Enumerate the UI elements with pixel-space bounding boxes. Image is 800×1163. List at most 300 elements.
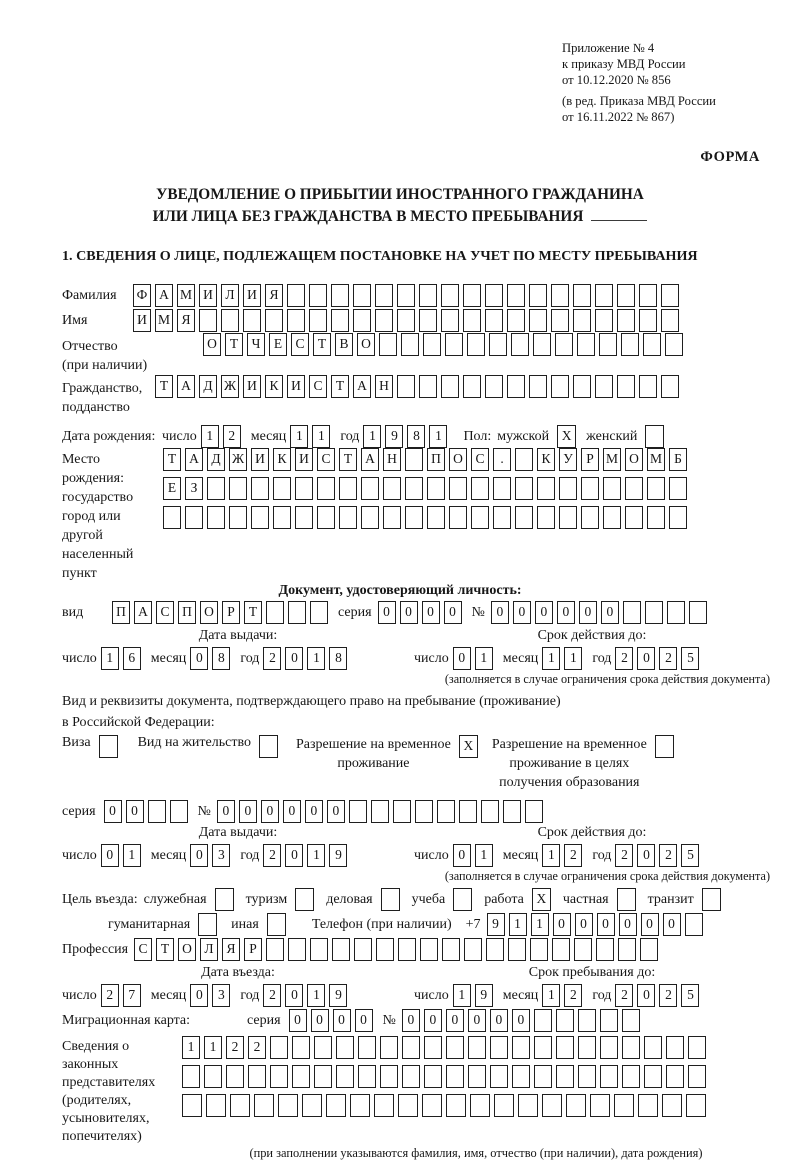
char-cell[interactable] [402, 1036, 420, 1059]
char-cell[interactable] [295, 506, 313, 529]
char-cell[interactable] [424, 1065, 442, 1088]
char-cell[interactable] [287, 309, 305, 332]
date-cell[interactable]: 2 [564, 984, 582, 1007]
date-cell[interactable]: 1 [363, 425, 381, 448]
char-cell[interactable]: 0 [311, 1009, 329, 1032]
char-cell[interactable]: Т [331, 375, 349, 398]
char-cell[interactable]: Д [207, 448, 225, 471]
char-cell[interactable] [309, 284, 327, 307]
char-cell[interactable] [512, 1036, 530, 1059]
char-cell[interactable] [525, 800, 543, 823]
char-cell[interactable]: С [156, 601, 174, 624]
char-cell[interactable] [555, 333, 573, 356]
char-cell[interactable] [353, 284, 371, 307]
char-cell[interactable] [375, 309, 393, 332]
char-cell[interactable] [463, 284, 481, 307]
char-cell[interactable] [402, 1065, 420, 1088]
char-cell[interactable]: Т [163, 448, 181, 471]
char-cell[interactable]: Ж [229, 448, 247, 471]
char-cell[interactable] [529, 309, 547, 332]
char-cell[interactable] [556, 1065, 574, 1088]
char-cell[interactable] [686, 1094, 706, 1117]
char-cell[interactable] [332, 938, 350, 961]
char-cell[interactable] [622, 1036, 640, 1059]
char-cell[interactable] [490, 1065, 508, 1088]
char-cell[interactable] [595, 309, 613, 332]
char-cell[interactable] [331, 309, 349, 332]
char-cell[interactable] [170, 800, 188, 823]
date-cell[interactable]: 0 [637, 984, 655, 1007]
char-cell[interactable] [445, 333, 463, 356]
char-cell[interactable]: 0 [400, 601, 418, 624]
char-cell[interactable]: И [243, 284, 261, 307]
char-cell[interactable] [507, 284, 525, 307]
char-cell[interactable] [559, 477, 577, 500]
char-cell[interactable] [639, 375, 657, 398]
char-cell[interactable]: Я [265, 284, 283, 307]
char-cell[interactable] [622, 1009, 640, 1032]
char-cell[interactable] [459, 800, 477, 823]
char-cell[interactable] [405, 506, 423, 529]
char-cell[interactable] [573, 309, 591, 332]
char-cell[interactable]: А [155, 284, 173, 307]
char-cell[interactable] [302, 1094, 322, 1117]
char-cell[interactable] [578, 1009, 596, 1032]
char-cell[interactable] [533, 333, 551, 356]
char-cell[interactable]: П [427, 448, 445, 471]
char-cell[interactable] [617, 284, 635, 307]
char-cell[interactable]: С [291, 333, 309, 356]
char-cell[interactable]: 1 [182, 1036, 200, 1059]
char-cell[interactable] [600, 1009, 618, 1032]
purpose-official-checkbox[interactable] [215, 888, 234, 911]
char-cell[interactable]: 0 [444, 601, 462, 624]
char-cell[interactable]: 0 [104, 800, 122, 823]
char-cell[interactable] [401, 333, 419, 356]
char-cell[interactable] [251, 477, 269, 500]
char-cell[interactable]: Т [155, 375, 173, 398]
char-cell[interactable] [688, 1036, 706, 1059]
char-cell[interactable] [617, 309, 635, 332]
date-cell[interactable]: 1 [542, 984, 560, 1007]
char-cell[interactable] [625, 506, 643, 529]
char-cell[interactable] [529, 284, 547, 307]
char-cell[interactable] [398, 1094, 418, 1117]
char-cell[interactable] [614, 1094, 634, 1117]
purpose-study-checkbox[interactable] [453, 888, 472, 911]
char-cell[interactable] [464, 938, 482, 961]
date-cell[interactable]: 1 [307, 844, 325, 867]
char-cell[interactable] [422, 1094, 442, 1117]
char-cell[interactable]: 9 [487, 913, 505, 936]
char-cell[interactable] [314, 1036, 332, 1059]
char-cell[interactable]: Р [222, 601, 240, 624]
char-cell[interactable] [507, 375, 525, 398]
char-cell[interactable]: 0 [283, 800, 301, 823]
char-cell[interactable] [595, 375, 613, 398]
date-cell[interactable]: 7 [123, 984, 141, 1007]
char-cell[interactable] [573, 375, 591, 398]
date-cell[interactable]: 1 [312, 425, 330, 448]
char-cell[interactable] [578, 1065, 596, 1088]
char-cell[interactable] [515, 448, 533, 471]
char-cell[interactable] [603, 477, 621, 500]
char-cell[interactable] [309, 309, 327, 332]
char-cell[interactable] [645, 601, 663, 624]
char-cell[interactable] [229, 477, 247, 500]
char-cell[interactable] [441, 375, 459, 398]
char-cell[interactable] [559, 506, 577, 529]
date-cell[interactable]: 2 [101, 984, 119, 1007]
char-cell[interactable]: Б [669, 448, 687, 471]
char-cell[interactable] [468, 1065, 486, 1088]
char-cell[interactable] [490, 1036, 508, 1059]
char-cell[interactable]: П [178, 601, 196, 624]
char-cell[interactable]: 0 [490, 1009, 508, 1032]
char-cell[interactable] [383, 477, 401, 500]
date-cell[interactable]: 8 [212, 647, 230, 670]
char-cell[interactable]: К [273, 448, 291, 471]
purpose-transit-checkbox[interactable] [702, 888, 721, 911]
char-cell[interactable] [486, 938, 504, 961]
char-cell[interactable] [331, 284, 349, 307]
char-cell[interactable]: 0 [217, 800, 235, 823]
char-cell[interactable] [358, 1065, 376, 1088]
char-cell[interactable] [383, 506, 401, 529]
char-cell[interactable] [643, 333, 661, 356]
char-cell[interactable] [566, 1094, 586, 1117]
date-cell[interactable]: 6 [123, 647, 141, 670]
char-cell[interactable] [485, 309, 503, 332]
char-cell[interactable]: О [200, 601, 218, 624]
char-cell[interactable] [623, 601, 641, 624]
char-cell[interactable]: 2 [226, 1036, 244, 1059]
char-cell[interactable] [393, 800, 411, 823]
char-cell[interactable]: 0 [305, 800, 323, 823]
char-cell[interactable] [441, 309, 459, 332]
date-cell[interactable]: 2 [615, 844, 633, 867]
char-cell[interactable]: 0 [491, 601, 509, 624]
char-cell[interactable]: Я [177, 309, 195, 332]
char-cell[interactable] [600, 1036, 618, 1059]
date-cell[interactable]: 0 [637, 647, 655, 670]
char-cell[interactable]: И [243, 375, 261, 398]
char-cell[interactable] [463, 309, 481, 332]
char-cell[interactable]: Т [225, 333, 243, 356]
char-cell[interactable] [292, 1065, 310, 1088]
char-cell[interactable] [442, 938, 460, 961]
date-cell[interactable]: 1 [101, 647, 119, 670]
char-cell[interactable] [310, 938, 328, 961]
char-cell[interactable]: Л [221, 284, 239, 307]
char-cell[interactable] [625, 477, 643, 500]
char-cell[interactable]: Р [244, 938, 262, 961]
date-cell[interactable]: 2 [263, 844, 281, 867]
date-cell[interactable]: 9 [385, 425, 403, 448]
char-cell[interactable] [665, 333, 683, 356]
char-cell[interactable] [397, 375, 415, 398]
date-cell[interactable]: 8 [407, 425, 425, 448]
char-cell[interactable] [207, 506, 225, 529]
char-cell[interactable] [310, 601, 328, 624]
char-cell[interactable] [552, 938, 570, 961]
char-cell[interactable]: О [203, 333, 221, 356]
char-cell[interactable] [419, 284, 437, 307]
char-cell[interactable]: С [134, 938, 152, 961]
date-cell[interactable]: 0 [453, 844, 471, 867]
char-cell[interactable] [398, 938, 416, 961]
char-cell[interactable] [266, 601, 284, 624]
char-cell[interactable]: 0 [289, 1009, 307, 1032]
char-cell[interactable] [446, 1036, 464, 1059]
purpose-tourism-checkbox[interactable] [295, 888, 314, 911]
char-cell[interactable] [556, 1009, 574, 1032]
char-cell[interactable]: Л [200, 938, 218, 961]
date-cell[interactable]: 1 [564, 647, 582, 670]
char-cell[interactable] [423, 333, 441, 356]
date-cell[interactable]: 0 [285, 647, 303, 670]
char-cell[interactable] [599, 333, 617, 356]
char-cell[interactable]: М [647, 448, 665, 471]
char-cell[interactable] [449, 506, 467, 529]
char-cell[interactable] [577, 333, 595, 356]
char-cell[interactable] [317, 506, 335, 529]
char-cell[interactable] [481, 800, 499, 823]
char-cell[interactable] [273, 506, 291, 529]
char-cell[interactable] [471, 506, 489, 529]
char-cell[interactable]: О [178, 938, 196, 961]
char-cell[interactable] [278, 1094, 298, 1117]
char-cell[interactable] [603, 506, 621, 529]
char-cell[interactable] [511, 333, 529, 356]
date-cell[interactable]: 0 [101, 844, 119, 867]
char-cell[interactable]: С [471, 448, 489, 471]
char-cell[interactable] [640, 938, 658, 961]
date-cell[interactable]: 1 [123, 844, 141, 867]
char-cell[interactable]: К [265, 375, 283, 398]
char-cell[interactable] [503, 800, 521, 823]
date-cell[interactable]: 9 [329, 844, 347, 867]
char-cell[interactable] [639, 309, 657, 332]
char-cell[interactable]: Ф [133, 284, 151, 307]
temp-residence-edu-checkbox[interactable] [655, 735, 674, 758]
date-cell[interactable]: 5 [681, 647, 699, 670]
char-cell[interactable]: 0 [424, 1009, 442, 1032]
char-cell[interactable] [288, 601, 306, 624]
char-cell[interactable] [376, 938, 394, 961]
char-cell[interactable] [148, 800, 166, 823]
char-cell[interactable]: 2 [248, 1036, 266, 1059]
char-cell[interactable] [243, 309, 261, 332]
char-cell[interactable] [494, 1094, 514, 1117]
char-cell[interactable] [405, 448, 423, 471]
char-cell[interactable] [163, 506, 181, 529]
char-cell[interactable] [415, 800, 433, 823]
char-cell[interactable] [689, 601, 707, 624]
char-cell[interactable] [537, 477, 555, 500]
char-cell[interactable]: 0 [239, 800, 257, 823]
date-cell[interactable]: 0 [190, 844, 208, 867]
char-cell[interactable] [287, 284, 305, 307]
date-cell[interactable]: 2 [263, 984, 281, 1007]
char-cell[interactable] [638, 1094, 658, 1117]
date-cell[interactable]: 1 [290, 425, 308, 448]
char-cell[interactable]: А [185, 448, 203, 471]
char-cell[interactable] [380, 1065, 398, 1088]
char-cell[interactable] [273, 477, 291, 500]
date-cell[interactable]: 1 [307, 984, 325, 1007]
char-cell[interactable] [600, 1065, 618, 1088]
char-cell[interactable] [182, 1065, 200, 1088]
char-cell[interactable] [248, 1065, 266, 1088]
char-cell[interactable]: Н [375, 375, 393, 398]
char-cell[interactable] [397, 309, 415, 332]
sex-female-checkbox[interactable] [645, 425, 664, 448]
date-cell[interactable]: 0 [190, 647, 208, 670]
date-cell[interactable]: 0 [285, 984, 303, 1007]
char-cell[interactable] [371, 800, 389, 823]
char-cell[interactable] [437, 800, 455, 823]
char-cell[interactable]: Ж [221, 375, 239, 398]
char-cell[interactable] [551, 309, 569, 332]
char-cell[interactable]: 1 [509, 913, 527, 936]
char-cell[interactable] [420, 938, 438, 961]
char-cell[interactable] [485, 284, 503, 307]
char-cell[interactable] [688, 1065, 706, 1088]
char-cell[interactable]: Н [383, 448, 401, 471]
char-cell[interactable] [374, 1094, 394, 1117]
char-cell[interactable] [537, 506, 555, 529]
char-cell[interactable] [265, 309, 283, 332]
char-cell[interactable] [471, 477, 489, 500]
char-cell[interactable] [621, 333, 639, 356]
residence-permit-checkbox[interactable] [259, 735, 278, 758]
char-cell[interactable]: 0 [378, 601, 396, 624]
char-cell[interactable] [512, 1065, 530, 1088]
char-cell[interactable] [617, 375, 635, 398]
char-cell[interactable] [485, 375, 503, 398]
date-cell[interactable]: 2 [564, 844, 582, 867]
char-cell[interactable] [266, 938, 284, 961]
date-cell[interactable]: 0 [190, 984, 208, 1007]
char-cell[interactable]: 0 [535, 601, 553, 624]
char-cell[interactable] [358, 1036, 376, 1059]
char-cell[interactable]: У [559, 448, 577, 471]
char-cell[interactable]: И [251, 448, 269, 471]
char-cell[interactable]: 0 [557, 601, 575, 624]
char-cell[interactable] [204, 1065, 222, 1088]
char-cell[interactable] [470, 1094, 490, 1117]
char-cell[interactable]: 0 [422, 601, 440, 624]
char-cell[interactable] [375, 284, 393, 307]
char-cell[interactable]: А [353, 375, 371, 398]
char-cell[interactable]: Т [244, 601, 262, 624]
char-cell[interactable] [230, 1094, 250, 1117]
char-cell[interactable] [221, 309, 239, 332]
char-cell[interactable] [419, 309, 437, 332]
char-cell[interactable] [441, 284, 459, 307]
char-cell[interactable]: А [361, 448, 379, 471]
date-cell[interactable]: 9 [329, 984, 347, 1007]
char-cell[interactable] [339, 477, 357, 500]
char-cell[interactable] [199, 309, 217, 332]
char-cell[interactable] [534, 1065, 552, 1088]
char-cell[interactable] [493, 506, 511, 529]
char-cell[interactable] [534, 1009, 552, 1032]
char-cell[interactable] [542, 1094, 562, 1117]
char-cell[interactable]: 1 [531, 913, 549, 936]
date-cell[interactable]: 2 [659, 844, 677, 867]
char-cell[interactable] [578, 1036, 596, 1059]
char-cell[interactable]: 0 [663, 913, 681, 936]
char-cell[interactable]: 0 [468, 1009, 486, 1032]
char-cell[interactable] [489, 333, 507, 356]
char-cell[interactable] [380, 1036, 398, 1059]
char-cell[interactable] [463, 375, 481, 398]
date-cell[interactable]: 1 [201, 425, 219, 448]
char-cell[interactable]: 0 [641, 913, 659, 936]
char-cell[interactable] [405, 477, 423, 500]
char-cell[interactable]: О [449, 448, 467, 471]
char-cell[interactable]: С [309, 375, 327, 398]
date-cell[interactable]: 2 [659, 984, 677, 1007]
char-cell[interactable]: Я [222, 938, 240, 961]
date-cell[interactable]: 3 [212, 844, 230, 867]
char-cell[interactable]: О [357, 333, 375, 356]
char-cell[interactable] [573, 284, 591, 307]
char-cell[interactable]: 0 [446, 1009, 464, 1032]
char-cell[interactable] [685, 913, 703, 936]
date-cell[interactable]: 8 [329, 647, 347, 670]
char-cell[interactable]: И [287, 375, 305, 398]
char-cell[interactable] [292, 1036, 310, 1059]
char-cell[interactable] [449, 477, 467, 500]
char-cell[interactable]: М [603, 448, 621, 471]
char-cell[interactable] [551, 375, 569, 398]
char-cell[interactable] [270, 1036, 288, 1059]
char-cell[interactable] [534, 1036, 552, 1059]
char-cell[interactable] [354, 938, 372, 961]
char-cell[interactable] [206, 1094, 226, 1117]
char-cell[interactable] [336, 1036, 354, 1059]
date-cell[interactable]: 2 [659, 647, 677, 670]
char-cell[interactable] [661, 309, 679, 332]
char-cell[interactable] [270, 1065, 288, 1088]
char-cell[interactable] [349, 800, 367, 823]
char-cell[interactable] [667, 601, 685, 624]
char-cell[interactable] [515, 477, 533, 500]
char-cell[interactable] [339, 506, 357, 529]
char-cell[interactable]: 0 [597, 913, 615, 936]
char-cell[interactable] [507, 309, 525, 332]
char-cell[interactable]: Д [199, 375, 217, 398]
char-cell[interactable] [397, 284, 415, 307]
char-cell[interactable] [529, 375, 547, 398]
char-cell[interactable] [251, 506, 269, 529]
char-cell[interactable] [468, 1036, 486, 1059]
char-cell[interactable]: 0 [512, 1009, 530, 1032]
char-cell[interactable] [182, 1094, 202, 1117]
purpose-work-checkbox[interactable]: X [532, 888, 551, 911]
char-cell[interactable]: А [134, 601, 152, 624]
char-cell[interactable] [336, 1065, 354, 1088]
char-cell[interactable]: О [625, 448, 643, 471]
char-cell[interactable] [622, 1065, 640, 1088]
purpose-business-checkbox[interactable] [381, 888, 400, 911]
date-cell[interactable]: 5 [681, 844, 699, 867]
char-cell[interactable] [361, 477, 379, 500]
char-cell[interactable] [581, 477, 599, 500]
